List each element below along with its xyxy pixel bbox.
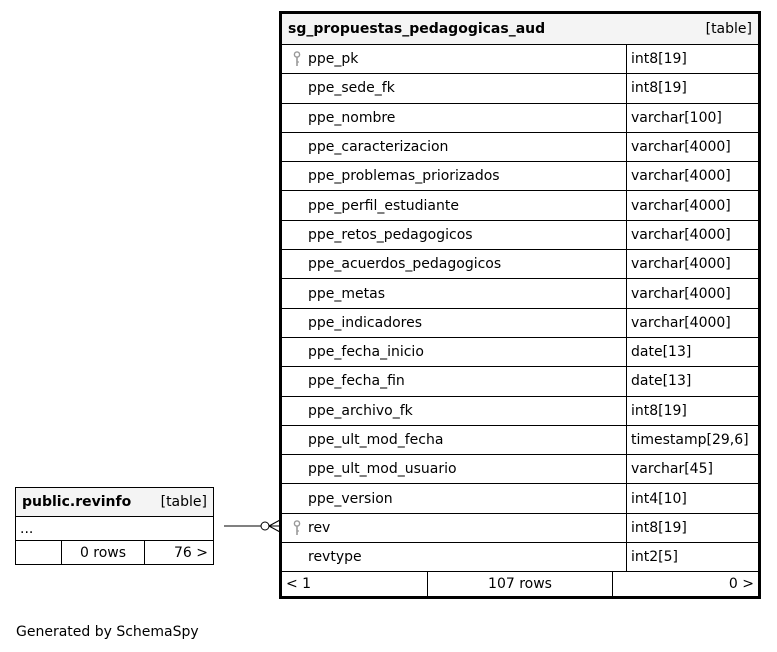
- children-link[interactable]: 0 >: [728, 576, 754, 593]
- column-name: ppe_ult_mod_usuario: [282, 455, 627, 483]
- column-name: ppe_sede_fk: [282, 74, 627, 102]
- column-row[interactable]: [282, 104, 758, 133]
- table-footer: [16, 541, 213, 564]
- column-type: int8[19]: [631, 402, 687, 419]
- column-row[interactable]: [282, 514, 758, 543]
- column-row[interactable]: [282, 455, 758, 484]
- column-name: ppe_indicadores: [282, 309, 627, 337]
- column-name: ppe_perfil_estudiante: [282, 191, 627, 219]
- column-type: int8[19]: [631, 80, 687, 97]
- column-name: ppe_fecha_fin: [282, 367, 627, 395]
- column-name: ppe_ult_mod_fecha: [282, 426, 627, 454]
- generated-by-label: Generated by SchemaSpy: [16, 624, 199, 640]
- column-row[interactable]: [282, 133, 758, 162]
- column-row[interactable]: [282, 45, 758, 74]
- parents-link[interactable]: < 1: [282, 572, 428, 596]
- column-row[interactable]: [282, 397, 758, 426]
- column-type: varchar[4000]: [631, 226, 731, 243]
- column-row[interactable]: [282, 543, 758, 572]
- row-count: 107 rows: [428, 572, 613, 596]
- column-row[interactable]: [282, 74, 758, 103]
- column-name: ppe_pk: [282, 45, 627, 73]
- column-type: date[13]: [631, 344, 692, 361]
- column-list: [282, 45, 758, 572]
- column-row[interactable]: [282, 309, 758, 338]
- column-name: rev: [282, 514, 627, 542]
- column-type: int4[10]: [631, 490, 687, 507]
- column-type: int8[19]: [631, 51, 687, 68]
- column-type: varchar[45]: [631, 461, 713, 478]
- table-name[interactable]: sg_propuestas_pedagogicas_aud: [288, 21, 546, 37]
- table-kind: [table]: [160, 494, 207, 510]
- table-name[interactable]: public.revinfo: [22, 494, 132, 510]
- column-name: ppe_acuerdos_pedagogicos: [282, 250, 627, 278]
- column-type: varchar[100]: [631, 109, 722, 126]
- column-type: date[13]: [631, 373, 692, 390]
- table-header: [282, 14, 758, 45]
- column-name: ppe_archivo_fk: [282, 397, 627, 425]
- column-name: ppe_caracterizacion: [282, 133, 627, 161]
- key-icon: [293, 51, 301, 67]
- column-row[interactable]: [282, 484, 758, 513]
- column-name: ppe_retos_pedagogicos: [282, 221, 627, 249]
- column-row[interactable]: [282, 221, 758, 250]
- column-name: ppe_metas: [282, 279, 627, 307]
- column-row[interactable]: [282, 426, 758, 455]
- table-sg-propuestas-pedagogicas-aud[interactable]: [279, 11, 761, 599]
- row-count: 0 rows: [62, 541, 145, 564]
- column-type: varchar[4000]: [631, 285, 731, 302]
- column-type: varchar[4000]: [631, 139, 731, 156]
- table-header: [16, 488, 213, 517]
- column-type: varchar[4000]: [631, 168, 731, 185]
- column-row[interactable]: [282, 250, 758, 279]
- column-name: revtype: [282, 543, 627, 571]
- column-type: varchar[4000]: [631, 314, 731, 331]
- table-kind: [table]: [705, 21, 752, 37]
- column-type: timestamp[29,6]: [631, 432, 749, 448]
- column-name: ppe_nombre: [282, 104, 627, 132]
- column-type: int8[19]: [631, 519, 687, 536]
- column-name: ppe_version: [282, 484, 627, 512]
- key-icon: [293, 520, 301, 536]
- column-type: int2[5]: [631, 549, 678, 566]
- column-row[interactable]: [282, 338, 758, 367]
- column-type: varchar[4000]: [631, 256, 731, 273]
- column-type: varchar[4000]: [631, 197, 731, 214]
- column-row[interactable]: [282, 367, 758, 396]
- parents-cell: [16, 541, 62, 564]
- column-row[interactable]: [282, 191, 758, 220]
- collapsed-columns: ...: [16, 517, 213, 541]
- column-row[interactable]: [282, 162, 758, 191]
- children-link[interactable]: 76 >: [174, 544, 208, 561]
- table-public-revinfo[interactable]: [15, 487, 214, 565]
- column-name: ppe_fecha_inicio: [282, 338, 627, 366]
- column-row[interactable]: [282, 279, 758, 308]
- table-footer: [282, 572, 758, 596]
- column-name: ppe_problemas_priorizados: [282, 162, 627, 190]
